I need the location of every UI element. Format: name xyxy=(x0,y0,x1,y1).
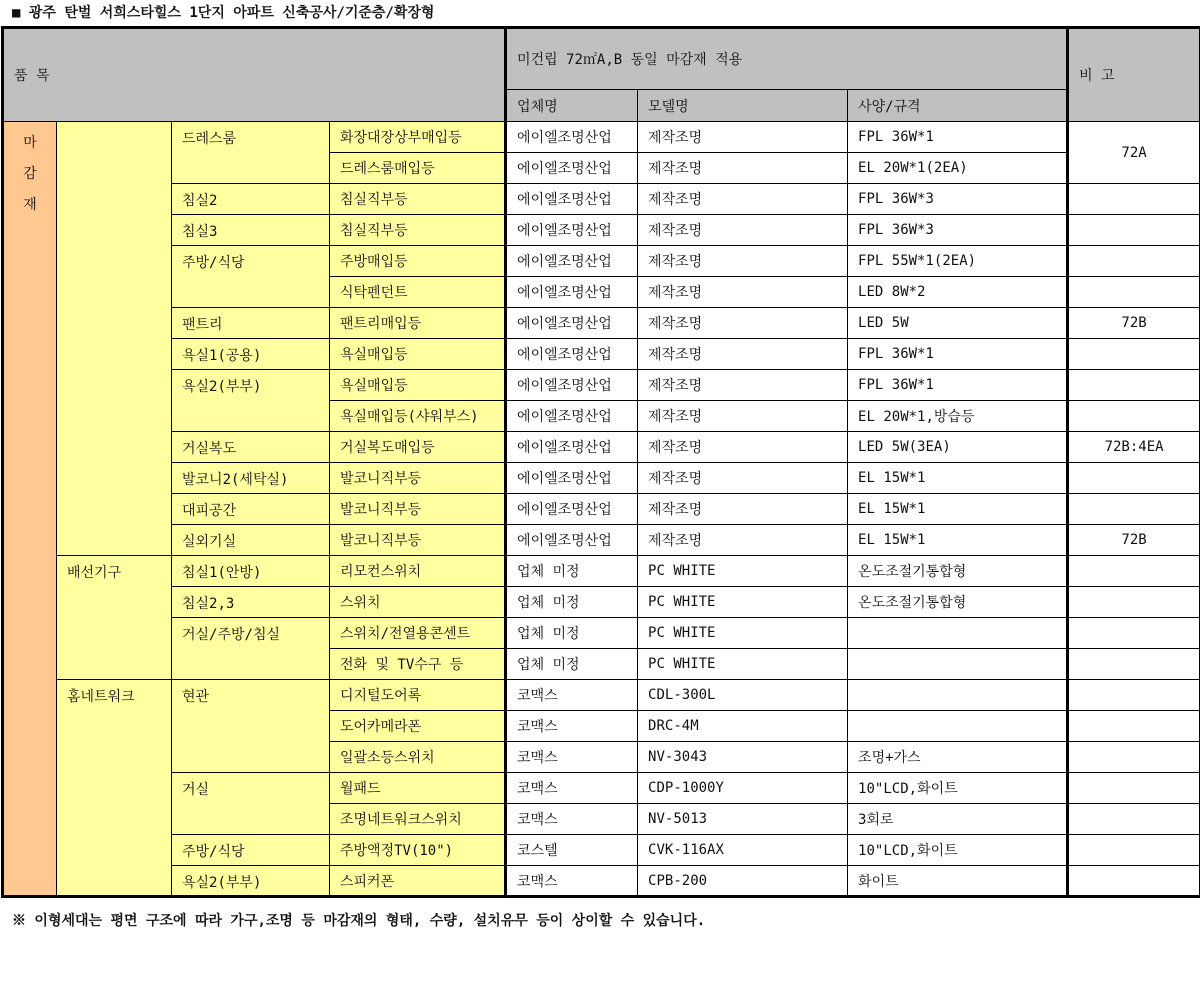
company-cell: 에이엘조명산업 xyxy=(506,215,638,246)
category-main-cell xyxy=(3,122,57,897)
room-cell: 대피공간 xyxy=(172,494,330,525)
room-cell: 욕실2(부부) xyxy=(172,370,330,432)
model-cell: 제작조명 xyxy=(638,401,848,432)
room-cell: 침실2,3 xyxy=(172,587,330,618)
item-cell: 팬트리매입등 xyxy=(330,308,506,339)
item-cell: 스피커폰 xyxy=(330,866,506,897)
header-model: 모델명 xyxy=(638,90,848,122)
header-spec: 사양/규격 xyxy=(848,90,1068,122)
spec-cell: LED 5W xyxy=(848,308,1068,339)
spec-cell: 10"LCD,화이트 xyxy=(848,773,1068,804)
company-cell: 에이엘조명산업 xyxy=(506,122,638,153)
note-cell: 72B xyxy=(1068,525,1200,556)
group-cell: 홈네트워크 xyxy=(57,680,172,897)
note-cell xyxy=(1068,835,1200,866)
footnote: ※ 이형세대는 평면 구조에 따라 가구,조명 등 마감재의 형태, 수량, 설치유무 등이 상이할 수 있습니다. xyxy=(12,913,706,929)
company-cell: 에이엘조명산업 xyxy=(506,277,638,308)
model-cell: 제작조명 xyxy=(638,153,848,184)
room-cell: 욕실1(공용) xyxy=(172,339,330,370)
item-cell: 침실직부등 xyxy=(330,215,506,246)
room-cell: 팬트리 xyxy=(172,308,330,339)
note-cell xyxy=(1068,866,1200,897)
note-cell xyxy=(1068,618,1200,649)
company-cell: 에이엘조명산업 xyxy=(506,401,638,432)
item-cell: 식탁펜던트 xyxy=(330,277,506,308)
spec-cell: 온도조절기통합형 xyxy=(848,556,1068,587)
company-cell: 업체 미정 xyxy=(506,587,638,618)
room-cell: 발코니2(세탁실) xyxy=(172,463,330,494)
company-cell: 코맥스 xyxy=(506,773,638,804)
spec-cell: LED 8W*2 xyxy=(848,277,1068,308)
model-cell: CDP-1000Y xyxy=(638,773,848,804)
item-cell: 스위치/전열용콘센트 xyxy=(330,618,506,649)
item-cell: 조명네트워크스위치 xyxy=(330,804,506,835)
model-cell: 제작조명 xyxy=(638,215,848,246)
spec-cell: FPL 36W*3 xyxy=(848,215,1068,246)
note-cell xyxy=(1068,773,1200,804)
spec-cell: FPL 36W*1 xyxy=(848,122,1068,153)
note-cell xyxy=(1068,339,1200,370)
room-cell: 침실2 xyxy=(172,184,330,215)
note-cell xyxy=(1068,370,1200,401)
room-cell: 침실1(안방) xyxy=(172,556,330,587)
item-cell: 도어카메라폰 xyxy=(330,711,506,742)
note-cell: 72B xyxy=(1068,308,1200,339)
model-cell: PC WHITE xyxy=(638,587,848,618)
header-note: 비 고 xyxy=(1068,28,1200,122)
table-row xyxy=(3,370,1200,401)
note-cell xyxy=(1068,215,1200,246)
table-row xyxy=(3,339,1200,370)
model-cell: 제작조명 xyxy=(638,339,848,370)
table-row xyxy=(3,184,1200,215)
model-cell: PC WHITE xyxy=(638,556,848,587)
spec-cell xyxy=(848,618,1068,649)
company-cell: 업체 미정 xyxy=(506,649,638,680)
room-cell: 현관 xyxy=(172,680,330,773)
company-cell: 에이엘조명산업 xyxy=(506,184,638,215)
spec-cell: 조명+가스 xyxy=(848,742,1068,773)
room-cell: 침실3 xyxy=(172,215,330,246)
model-cell: PC WHITE xyxy=(638,618,848,649)
company-cell: 에이엘조명산업 xyxy=(506,494,638,525)
model-cell: PC WHITE xyxy=(638,649,848,680)
table-row xyxy=(3,680,1200,711)
spec-table xyxy=(1,26,1200,898)
company-cell: 코맥스 xyxy=(506,742,638,773)
company-cell: 업체 미정 xyxy=(506,618,638,649)
item-cell: 욕실매입등 xyxy=(330,370,506,401)
model-cell: 제작조명 xyxy=(638,370,848,401)
company-cell: 에이엘조명산업 xyxy=(506,246,638,277)
spec-cell: EL 20W*1,방습등 xyxy=(848,401,1068,432)
group-cell xyxy=(57,122,172,556)
item-cell: 일괄소등스위치 xyxy=(330,742,506,773)
table-row xyxy=(3,773,1200,804)
company-cell: 에이엘조명산업 xyxy=(506,308,638,339)
category-main-char: 재 xyxy=(23,197,37,213)
model-cell: NV-3043 xyxy=(638,742,848,773)
room-cell: 거실/주방/침실 xyxy=(172,618,330,680)
table-row xyxy=(3,122,1200,153)
table-row xyxy=(3,432,1200,463)
note-cell xyxy=(1068,401,1200,432)
model-cell: 제작조명 xyxy=(638,525,848,556)
model-cell: 제작조명 xyxy=(638,463,848,494)
item-cell: 욕실매입등(샤워부스) xyxy=(330,401,506,432)
spec-cell: EL 20W*1(2EA) xyxy=(848,153,1068,184)
model-cell: CDL-300L xyxy=(638,680,848,711)
room-cell: 욕실2(부부) xyxy=(172,866,330,897)
item-cell: 발코니직부등 xyxy=(330,463,506,494)
company-cell: 업체 미정 xyxy=(506,556,638,587)
spec-cell: EL 15W*1 xyxy=(848,494,1068,525)
company-cell: 에이엘조명산업 xyxy=(506,339,638,370)
note-cell xyxy=(1068,587,1200,618)
table-row xyxy=(3,525,1200,556)
table-row xyxy=(3,494,1200,525)
table-row xyxy=(3,556,1200,587)
category-main-char: 마 xyxy=(23,135,37,151)
spec-cell: FPL 36W*1 xyxy=(848,339,1068,370)
item-cell: 발코니직부등 xyxy=(330,525,506,556)
model-cell: 제작조명 xyxy=(638,184,848,215)
note-cell xyxy=(1068,246,1200,277)
item-cell: 디지털도어록 xyxy=(330,680,506,711)
note-cell xyxy=(1068,711,1200,742)
item-cell: 전화 및 TV수구 등 xyxy=(330,649,506,680)
note-cell: 72B:4EA xyxy=(1068,432,1200,463)
room-cell: 실외기실 xyxy=(172,525,330,556)
item-cell: 주방액정TV(10") xyxy=(330,835,506,866)
note-cell xyxy=(1068,649,1200,680)
company-cell: 에이엘조명산업 xyxy=(506,370,638,401)
company-cell: 에이엘조명산업 xyxy=(506,525,638,556)
group-cell: 배선기구 xyxy=(57,556,172,680)
note-cell xyxy=(1068,804,1200,835)
model-cell: DRC-4M xyxy=(638,711,848,742)
note-cell: 72A xyxy=(1068,122,1200,184)
company-cell: 에이엘조명산업 xyxy=(506,432,638,463)
note-cell xyxy=(1068,463,1200,494)
model-cell: 제작조명 xyxy=(638,122,848,153)
item-cell: 발코니직부등 xyxy=(330,494,506,525)
model-cell: 제작조명 xyxy=(638,432,848,463)
spec-cell xyxy=(848,711,1068,742)
spec-cell: LED 5W(3EA) xyxy=(848,432,1068,463)
spec-cell: FPL 55W*1(2EA) xyxy=(848,246,1068,277)
model-cell: 제작조명 xyxy=(638,277,848,308)
room-cell: 주방/식당 xyxy=(172,246,330,308)
spec-cell xyxy=(848,680,1068,711)
item-cell: 주방매입등 xyxy=(330,246,506,277)
spec-cell xyxy=(848,649,1068,680)
note-cell xyxy=(1068,277,1200,308)
table-row xyxy=(3,835,1200,866)
item-cell: 월패드 xyxy=(330,773,506,804)
spec-cell: FPL 36W*1 xyxy=(848,370,1068,401)
note-cell xyxy=(1068,556,1200,587)
spec-cell: 온도조절기통합형 xyxy=(848,587,1068,618)
spec-cell: 10"LCD,화이트 xyxy=(848,835,1068,866)
item-cell: 드레스룸매입등 xyxy=(330,153,506,184)
table-row xyxy=(3,587,1200,618)
item-cell: 화장대장상부매입등 xyxy=(330,122,506,153)
spec-cell: EL 15W*1 xyxy=(848,525,1068,556)
table-row xyxy=(3,246,1200,277)
model-cell: NV-5013 xyxy=(638,804,848,835)
category-main-char: 감 xyxy=(23,166,37,182)
room-cell: 거실 xyxy=(172,773,330,835)
spec-cell: FPL 36W*3 xyxy=(848,184,1068,215)
note-cell xyxy=(1068,184,1200,215)
note-cell xyxy=(1068,680,1200,711)
item-cell: 침실직부등 xyxy=(330,184,506,215)
company-cell: 에이엘조명산업 xyxy=(506,463,638,494)
model-cell: 제작조명 xyxy=(638,494,848,525)
header-company: 업체명 xyxy=(506,90,638,122)
company-cell: 에이엘조명산업 xyxy=(506,153,638,184)
table-row xyxy=(3,308,1200,339)
model-cell: CVK-116AX xyxy=(638,835,848,866)
item-cell: 욕실매입등 xyxy=(330,339,506,370)
document-title: ■ 광주 탄벌 서희스타힐스 1단지 아파트 신축공사/기준층/확장형 xyxy=(12,5,435,21)
spec-cell: 화이트 xyxy=(848,866,1068,897)
room-cell: 드레스룸 xyxy=(172,122,330,184)
company-cell: 코맥스 xyxy=(506,711,638,742)
company-cell: 코맥스 xyxy=(506,680,638,711)
table-row xyxy=(3,618,1200,649)
item-cell: 스위치 xyxy=(330,587,506,618)
room-cell: 거실복도 xyxy=(172,432,330,463)
header-item: 품 목 xyxy=(3,28,506,122)
company-cell: 코맥스 xyxy=(506,804,638,835)
note-cell xyxy=(1068,742,1200,773)
model-cell: 제작조명 xyxy=(638,308,848,339)
spec-cell: EL 15W*1 xyxy=(848,463,1068,494)
room-cell: 주방/식당 xyxy=(172,835,330,866)
item-cell: 거실복도매입등 xyxy=(330,432,506,463)
company-cell: 코스텔 xyxy=(506,835,638,866)
header-applied: 미건립 72㎡A,B 동일 마감재 적용 xyxy=(506,28,1068,90)
table-body xyxy=(3,122,1200,897)
company-cell: 코맥스 xyxy=(506,866,638,897)
note-cell xyxy=(1068,494,1200,525)
spec-cell: 3회로 xyxy=(848,804,1068,835)
table-row xyxy=(3,215,1200,246)
model-cell: 제작조명 xyxy=(638,246,848,277)
item-cell: 리모컨스위치 xyxy=(330,556,506,587)
model-cell: CPB-200 xyxy=(638,866,848,897)
table-row xyxy=(3,866,1200,897)
table-row xyxy=(3,463,1200,494)
